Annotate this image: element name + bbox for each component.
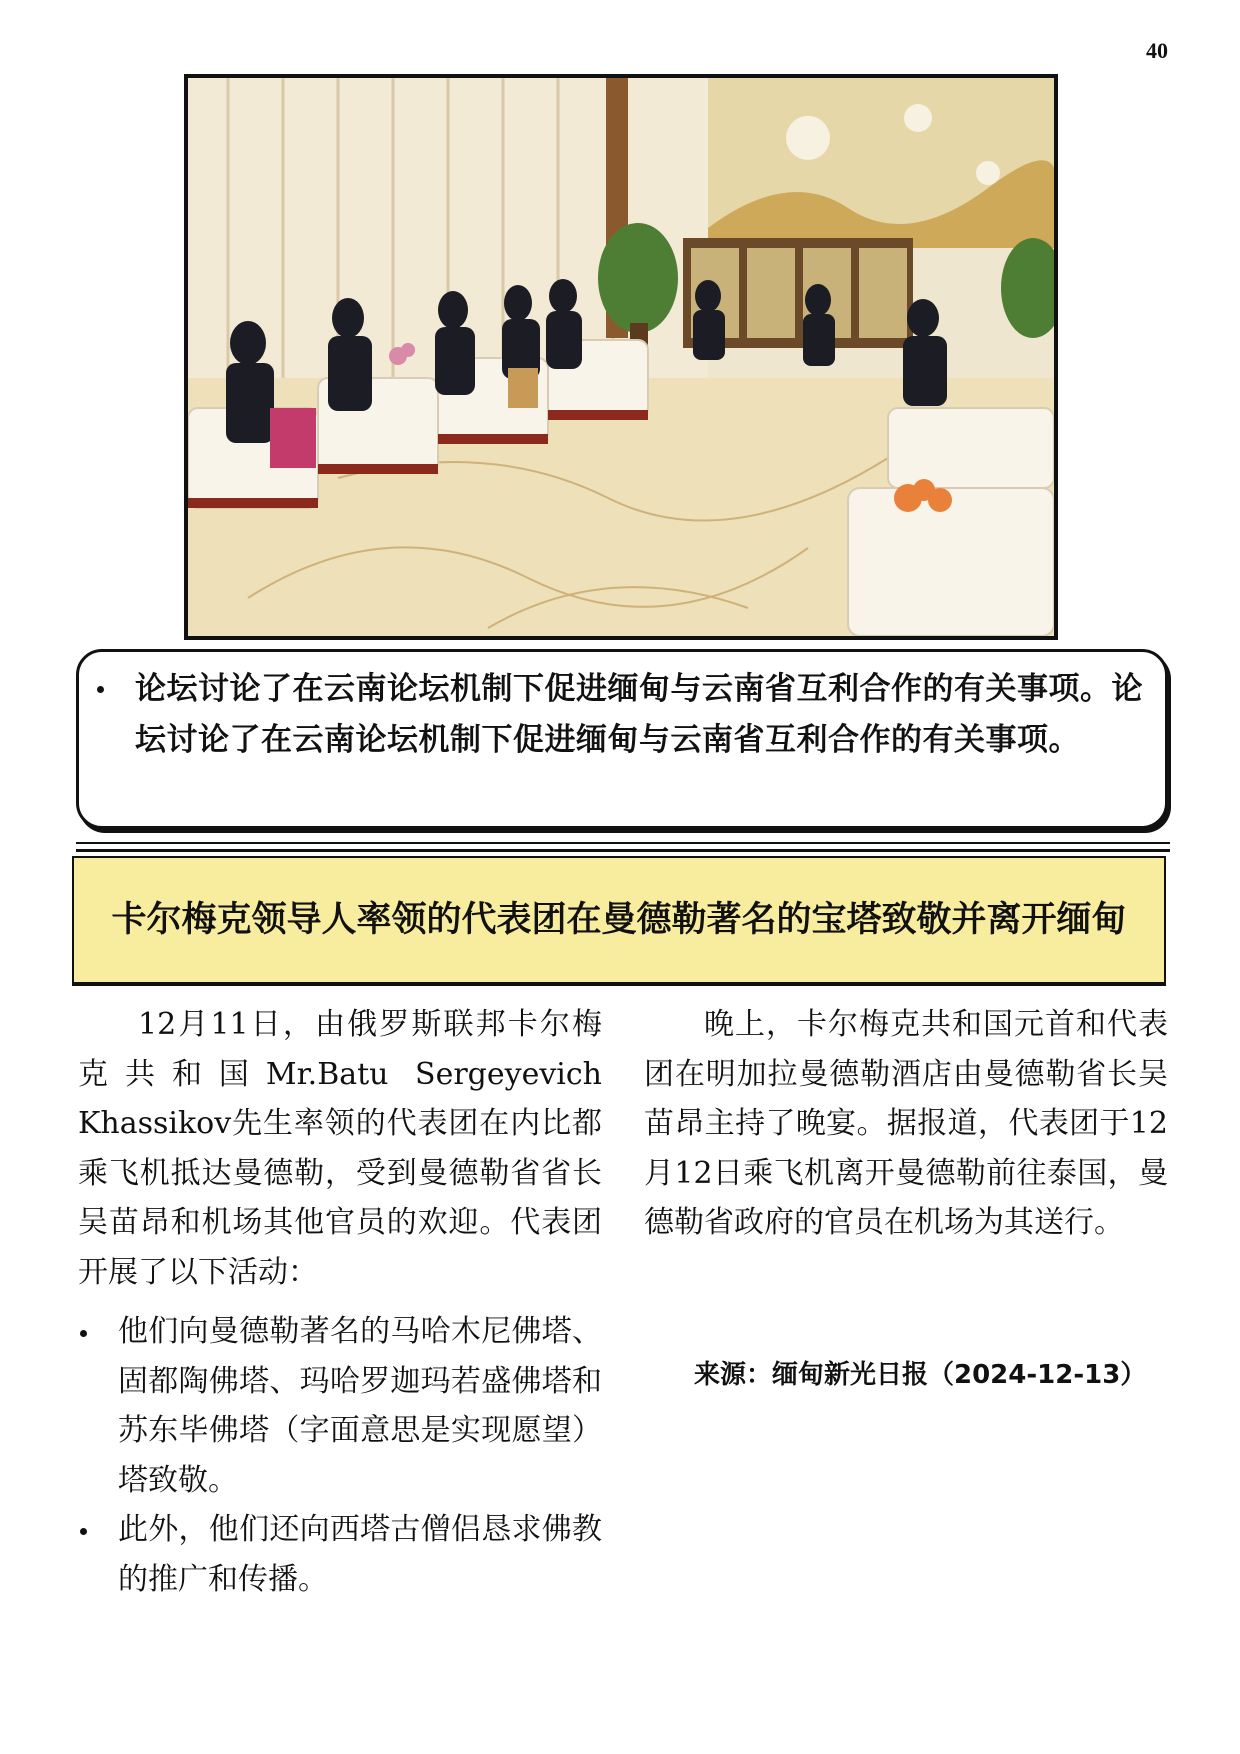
bullet-dot-icon: [80, 1330, 87, 1337]
highlight-bullet-item: [97, 664, 1149, 766]
article-paragraph-intro: 12月11日，由俄罗斯联邦卡尔梅克共和国Mr.Batu Sergeyevich Khassikov先生率领的代表团在内比都乘飞机抵达曼德勒，受到曼德勒省省长吴苗昂和机场其他官员的欢迎。代表团开展了以下活动：: [78, 1007, 602, 1290]
article-right-column: [644, 1000, 1168, 1248]
activity-text: 此外，他们还向西塔古僧侣恳求佛教的推广和传播。: [118, 1512, 602, 1597]
bullet-dot-icon: [97, 686, 104, 693]
article-source: 来源：缅甸新光日报（2024-12-13）: [694, 1360, 1147, 1390]
article-headline-box: [72, 856, 1166, 984]
divider-line: [76, 849, 1170, 852]
headline-divider: [72, 984, 1166, 986]
article-paragraph-evening: 晚上，卡尔梅克共和国元首和代表团在明加拉曼德勒酒店由曼德勒省长吴苗昂主持了晚宴。据报道，代表团于12月12日乘飞机离开曼德勒前往泰国，曼德勒省政府的官员在机场为其送行。: [644, 1007, 1168, 1240]
activity-list-item: [78, 1505, 602, 1604]
meeting-photo-illustration: [188, 78, 1054, 636]
activity-list: [78, 1307, 602, 1604]
highlight-bullet-text: 论坛讨论了在云南论坛机制下促进缅甸与云南省互利合作的有关事项。论坛讨论了在云南论坛机制下促进缅甸与云南省互利合作的有关事项。: [135, 671, 1143, 758]
page-number: 40: [1146, 38, 1168, 63]
divider-line: [76, 842, 1170, 844]
activity-list-item: [78, 1307, 602, 1505]
article-left-column: [78, 1000, 602, 1604]
article-headline: 卡尔梅克领导人率领的代表团在曼德勒著名的宝塔致敬并离开缅甸: [111, 899, 1127, 940]
activity-text: 他们向曼德勒著名的马哈木尼佛塔、固都陶佛塔、玛哈罗迦玛若盛佛塔和苏东毕佛塔（字面意思是实现愿望）塔致敬。: [118, 1314, 602, 1498]
highlight-bullet-box: [76, 649, 1168, 829]
bullet-dot-icon: [80, 1528, 87, 1535]
meeting-photo: [184, 74, 1058, 640]
